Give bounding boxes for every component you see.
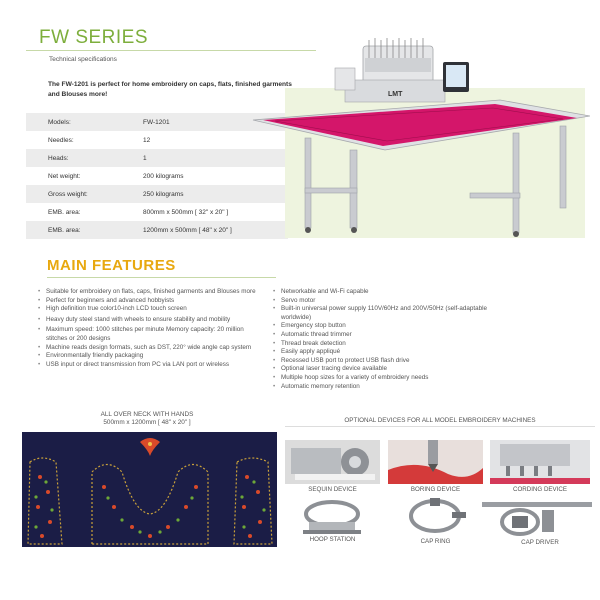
feature-item: • Automatic memory retention [273,383,513,392]
feature-item: • Recessed USB port to protect USB flash drive [273,357,513,366]
hoop-station-label: HOOP STATION [309,536,356,543]
features-left-list [38,288,258,369]
feature-item: • Optional laser tracing device available [273,365,513,374]
feature-item: • USB input or direct transmission from PC via LAN port or wireless [38,361,258,370]
features-right-list [273,288,513,391]
feature-item: • Thread break detection [273,340,513,349]
hoop-station-icon [293,498,371,538]
feature-item: • Maximum speed: 1000 stitches per minute Memory capacity: 20 million stitches or 200 designs [38,326,258,343]
feature-item: • Perfect for beginners and advanced hobbyists [38,297,258,306]
cap-driver-icon [482,496,592,540]
main-features-divider [47,277,276,278]
feature-item: • Servo motor [273,297,513,306]
spec-value: 1 [143,154,147,162]
feature-item: • Heavy duty steel stand with wheels to ensure stability and mobility [38,316,258,325]
cap-driver-label: CAP DRIVER [521,539,559,546]
feature-item: • Emergency stop button [273,322,513,331]
feature-item: • Built-in universal power supply 110V/60Hz and 200V/50Hz (self-adaptable worldwide) [273,305,513,322]
embroidery-machine-image [245,38,590,243]
cap-ring-icon [400,496,470,538]
feature-item: • Environmentally friendly packaging [38,352,258,361]
spec-value: 200 kilograms [143,172,184,180]
optional-devices-title: OPTIONAL DEVICES FOR ALL MODEL EMBROIDERY MACHINES [344,417,536,424]
spec-value: 800mm x 500mm [ 32" x 20" ] [143,208,229,216]
spec-key: Needles: [48,136,74,144]
sequin-device-icon [285,440,380,484]
spec-key: Net weight: [48,172,81,180]
spec-value: 1200mm x 500mm [ 48" x 20" ] [143,226,232,234]
spec-value: 250 kilograms [143,190,184,198]
feature-item: • Multiple hoop sizes for a variety of embroidery needs [273,374,513,383]
cap-ring-label: CAP RING [420,538,451,545]
technical-specifications-subtitle: Technical specifications [49,56,117,63]
series-title: FW SERIES [39,27,149,48]
spec-key: EMB. area: [48,208,81,216]
cording-device-icon [490,440,590,484]
boring-device-label: BORING DEVICE [410,486,461,493]
all-over-neck-title-line2: 500mm x 1200mm [ 48" x 20" ] [103,419,191,426]
feature-item: • Suitable for embroidery on flats, caps, finished garments and Blouses more [38,288,258,297]
feature-item: • High definition true color10-inch LCD touch screen [38,305,258,314]
feature-item: • Machine reads design formats, such as DST, 220° wide angle cap system [38,344,258,353]
cording-device-label: CORDING DEVICE [513,486,567,493]
feature-item: • Networkable and Wi-Fi capable [273,288,513,297]
feature-item: • Easily apply appliqué [273,348,513,357]
spec-value: FW-1201 [143,118,170,126]
boring-device-icon [388,440,483,484]
spec-key: EMB. area: [48,226,81,234]
spec-value: 12 [143,136,151,144]
spec-key: Gross weight: [48,190,88,198]
intro-text: The FW-1201 is perfect for home embroidery on caps, flats, finished garments and Blouses more! [48,81,292,98]
feature-item: • Automatic thread trimmer [273,331,513,340]
all-over-neck-title [22,411,272,427]
sequin-device-label: SEQUIN DEVICE [308,486,357,493]
all-over-neck-title-line1: ALL OVER NECK WITH HANDS [100,411,194,418]
main-features-title: MAIN FEATURES [47,257,176,274]
all-over-neck-embroidery-image [22,432,277,547]
optional-devices-divider [285,426,595,427]
spec-key: Heads: [48,154,69,162]
spec-key: Models: [48,118,71,126]
machine-brand-label: LMT [388,91,403,98]
